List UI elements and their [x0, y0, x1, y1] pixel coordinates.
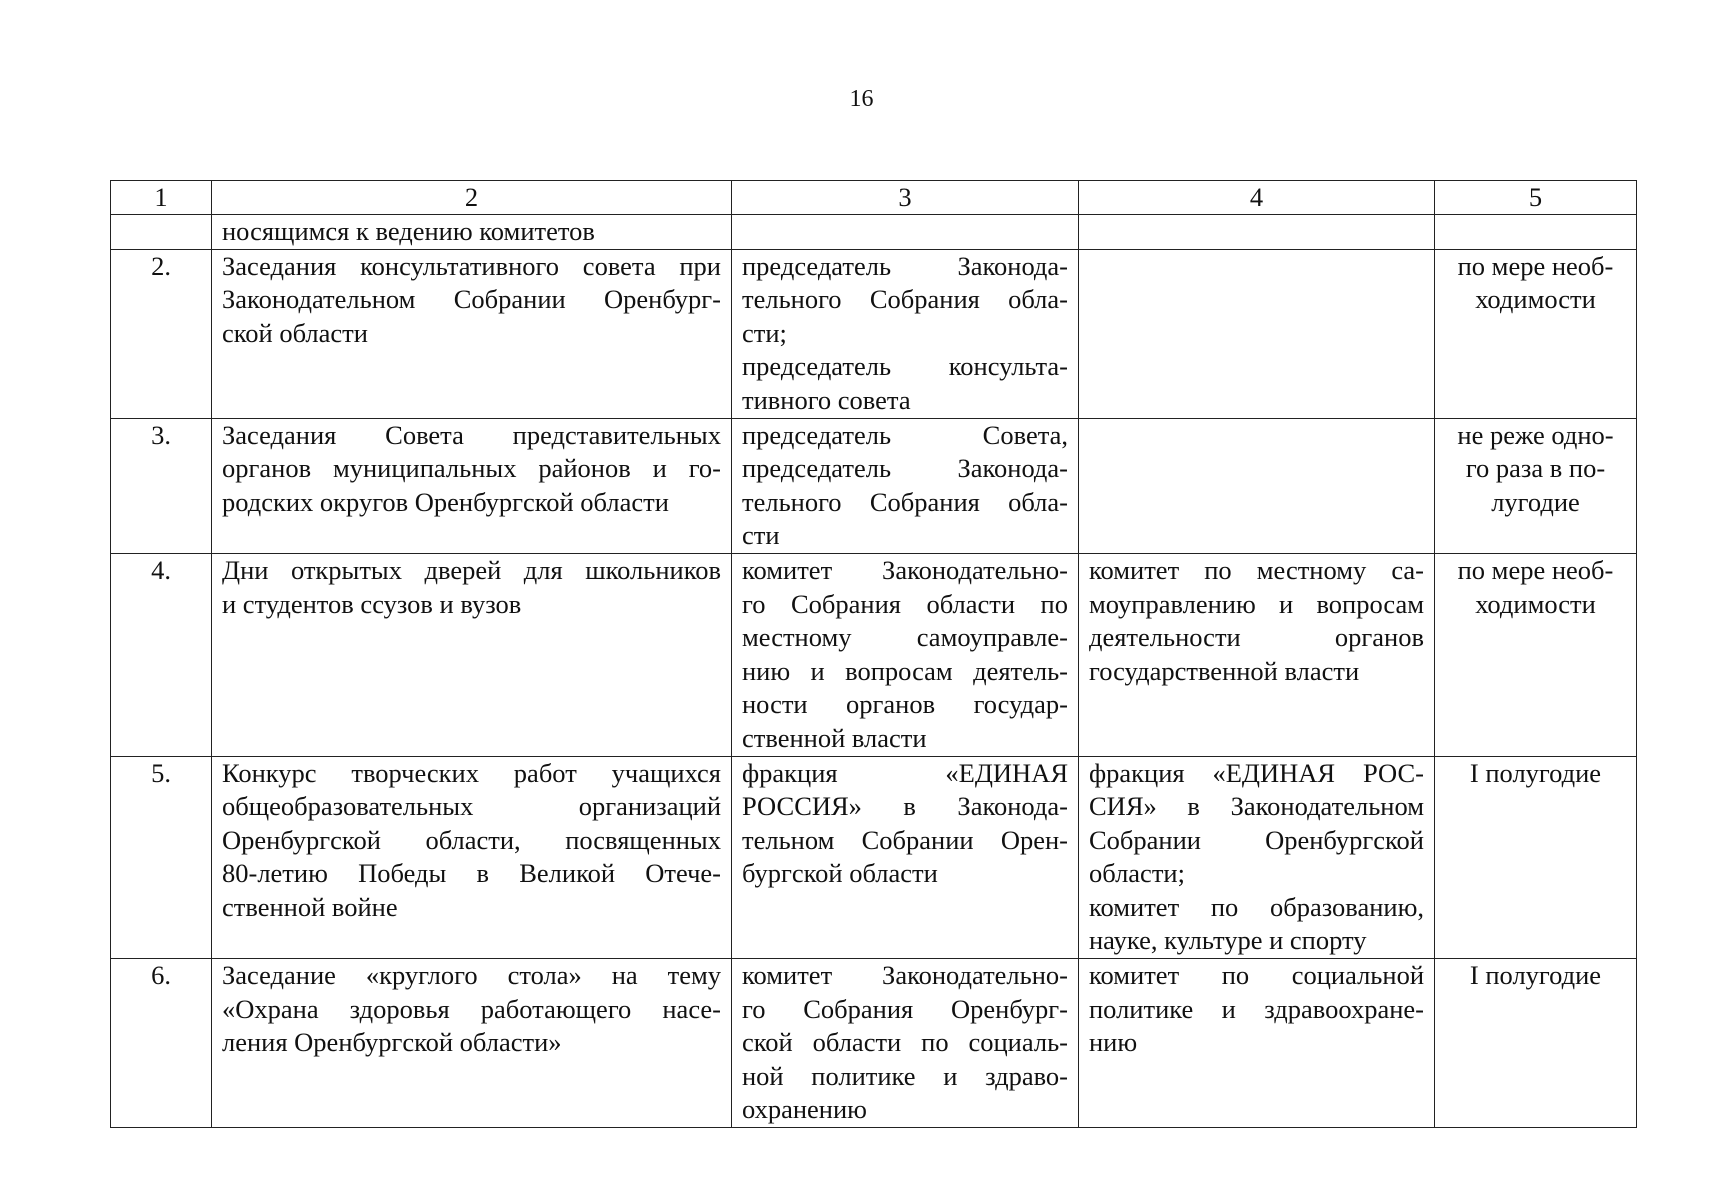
text-line: «Охрана здоровья работающего насе- — [222, 993, 721, 1024]
responsible-cell — [732, 553, 1079, 756]
text-line: комитет по социальной — [1089, 960, 1424, 991]
text-line: фракция «ЕДИНАЯ — [742, 757, 1068, 788]
text-line: не реже одно- — [1457, 419, 1614, 450]
text-line: по мере необ- — [1457, 250, 1614, 281]
text-line: по мере необ- — [1457, 554, 1614, 585]
text-line: и студентов ссузов и вузов — [222, 588, 522, 619]
text-line: нию и вопросам деятель- — [742, 655, 1068, 686]
text-line: Оренбургской области, посвященных — [222, 824, 721, 855]
text-line: Дни открытых дверей для школьников — [222, 554, 721, 585]
text-line: носящимся к ведению комитетов — [222, 216, 595, 246]
text-line: председатель Совета, — [742, 419, 1068, 450]
responsible-cell — [732, 418, 1079, 553]
text-line: науке, культуре и спорту — [1089, 925, 1367, 956]
responsible-cell — [732, 756, 1079, 959]
table-row — [111, 418, 1637, 553]
text-line: 80-летию Победы в Великой Отече- — [222, 858, 721, 889]
responsible-cell — [732, 215, 1079, 250]
text-line: комитет Законодательно- — [742, 554, 1068, 585]
event-plan-table — [110, 180, 1637, 1128]
text-line: нию — [1089, 1027, 1138, 1058]
table-row — [111, 553, 1637, 756]
text-line: тивного совета — [742, 384, 911, 415]
text-line: политике и здравоохране- — [1089, 993, 1424, 1024]
text-line: тельного Собрания обла- — [742, 284, 1068, 315]
row-number — [111, 215, 212, 250]
text-line: сти — [742, 520, 780, 551]
row-number: 6. — [111, 959, 212, 1128]
participants-cell — [1079, 418, 1435, 553]
column-header: 5 — [1435, 181, 1637, 215]
text-line: лугодие — [1491, 486, 1580, 517]
participants-cell — [1079, 756, 1435, 959]
text-line: Заседания Совета представительных — [222, 419, 721, 450]
text-line: комитет по местному са- — [1089, 554, 1424, 585]
column-header: 1 — [111, 181, 212, 215]
text-line: общеобразовательных организаций — [222, 791, 721, 822]
text-line: ской области по социаль- — [742, 1027, 1068, 1058]
row-number: 3. — [111, 418, 212, 553]
text-line: го Собрания Оренбург- — [742, 993, 1068, 1024]
table-header-row — [111, 181, 1637, 215]
text-line: ходимости — [1475, 284, 1596, 315]
text-line: ственной власти — [742, 722, 927, 753]
event-cell — [212, 215, 732, 250]
table-row — [111, 249, 1637, 418]
text-line: Заседания консультативного совета при — [222, 250, 721, 281]
text-line: комитет по образованию, — [1089, 891, 1424, 922]
table-row — [111, 215, 1637, 250]
table-row — [111, 756, 1637, 959]
text-line: моуправлению и вопросам — [1089, 588, 1424, 619]
text-line: комитет Законодательно- — [742, 960, 1068, 991]
text-line: местному самоуправле- — [742, 622, 1068, 653]
text-line: го Собрания области по — [742, 588, 1068, 619]
text-line: председатель консульта- — [742, 351, 1068, 382]
text-line: ной политике и здраво- — [742, 1060, 1068, 1091]
participants-cell — [1079, 959, 1435, 1128]
row-number: 2. — [111, 249, 212, 418]
term-cell — [1435, 418, 1637, 553]
text-line: сти; — [742, 317, 787, 348]
text-line: председатель Законода- — [742, 453, 1068, 484]
text-line: ходимости — [1475, 588, 1596, 619]
text-line: Заседание «круглого стола» на тему — [222, 960, 721, 991]
text-line: Конкурс творческих работ учащихся — [222, 757, 721, 788]
column-header: 2 — [212, 181, 732, 215]
text-line: государственной власти — [1089, 655, 1360, 686]
term-cell — [1435, 249, 1637, 418]
text-line: охранению — [742, 1094, 867, 1125]
text-line: фракция «ЕДИНАЯ РОС- — [1089, 757, 1424, 788]
text-line: го раза в по- — [1465, 453, 1606, 484]
text-line: РОССИЯ» в Законода- — [742, 791, 1068, 822]
text-line: председатель Законода- — [742, 250, 1068, 281]
event-cell — [212, 249, 732, 418]
text-line: бургской области — [742, 858, 938, 889]
text-line: Собрании Оренбургской — [1089, 824, 1424, 855]
term-cell — [1435, 756, 1637, 959]
table-row — [111, 959, 1637, 1128]
text-line: родских округов Оренбургской области — [222, 486, 669, 517]
text-line: ской области — [222, 317, 368, 348]
page-number: 16 — [849, 86, 874, 112]
text-line: ности органов государ- — [742, 689, 1068, 720]
text-line: I полугодие — [1469, 757, 1602, 788]
event-cell — [212, 959, 732, 1128]
term-cell — [1435, 553, 1637, 756]
text-line: деятельности органов — [1089, 622, 1424, 653]
column-header: 3 — [732, 181, 1079, 215]
responsible-cell — [732, 249, 1079, 418]
text-line: ственной войне — [222, 891, 398, 922]
participants-cell — [1079, 249, 1435, 418]
event-cell — [212, 418, 732, 553]
text-line: тельного Собрания обла- — [742, 486, 1068, 517]
responsible-cell — [732, 959, 1079, 1128]
participants-cell — [1079, 553, 1435, 756]
text-line: тельном Собрании Орен- — [742, 824, 1068, 855]
participants-cell — [1079, 215, 1435, 250]
text-line: I полугодие — [1469, 960, 1602, 991]
text-line: СИЯ» в Законодательном — [1089, 791, 1424, 822]
text-line: области; — [1089, 858, 1185, 889]
text-line: органов муниципальных районов и го- — [222, 453, 721, 484]
row-number: 4. — [111, 553, 212, 756]
term-cell — [1435, 959, 1637, 1128]
row-number: 5. — [111, 756, 212, 959]
column-header: 4 — [1079, 181, 1435, 215]
text-line: ления Оренбургской области» — [222, 1027, 562, 1058]
term-cell — [1435, 215, 1637, 250]
event-cell — [212, 553, 732, 756]
text-line: Законодательном Собрании Оренбург- — [222, 284, 721, 315]
event-cell — [212, 756, 732, 959]
